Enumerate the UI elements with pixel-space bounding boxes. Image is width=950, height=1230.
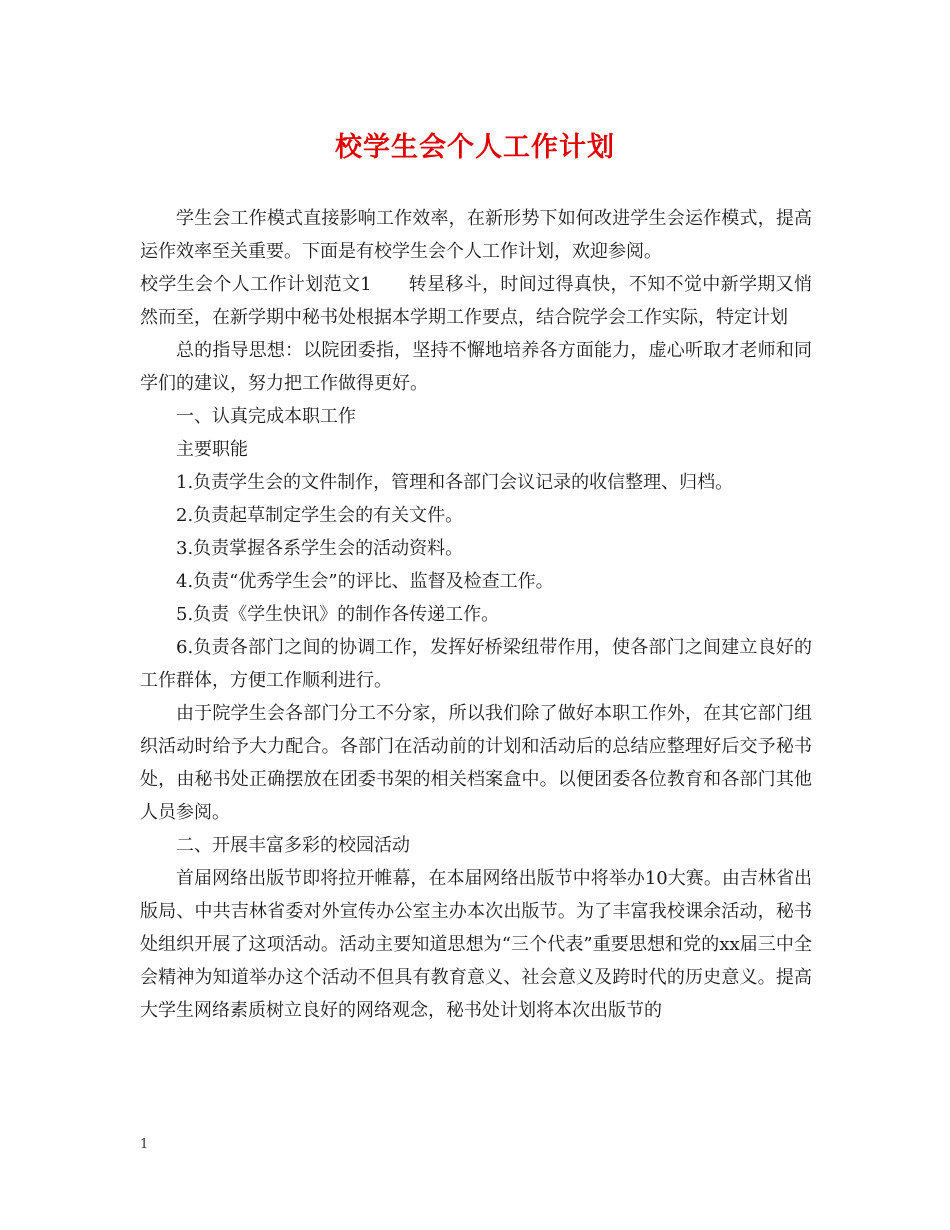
paragraph-publishing-festival: 首届网络出版节即将拉开帷幕，在本届网络出版节中将举办10大赛。由吉林省出版局、中共吉林省委对外宣传办公室主办本次出版节。为了丰富我校课余活动，秘书处组织开展了这项活动。活动主要知道思想为“三个代表”重要思想和党的xx届三中全会精神为知道举办这个活动不但具有教育意义、社会意义及跨时代的历史意义。提高大学生网络素质树立良好的网络观念，秘书处计划将本次出版节的 bbox=[140, 868, 812, 1021]
list-item-duty-4: 4.负责“优秀学生会”的评比、监督及检查工作。 bbox=[176, 571, 554, 592]
list-item-duty-6: 6.负责各部门之间的协调工作，发挥好桥梁纽带作用，使各部门之间建立良好的工作群体，方便工作顺利进行。 bbox=[140, 637, 812, 691]
document-title: 校学生会个人工作计划 bbox=[335, 132, 615, 163]
subheading-main-duties: 主要职能 bbox=[176, 439, 248, 460]
list-item-duty-3: 3.负责掌握各系学生会的活动资料。 bbox=[176, 538, 464, 559]
document-body bbox=[140, 202, 812, 1027]
list-item-duty-2: 2.负责起草制定学生会的有关文件。 bbox=[176, 505, 464, 526]
paragraph-guiding-thought: 总的指导思想：以院团委指，坚持不懈地培养各方面能力，虚心听取才老师和同学们的建议，努力把工作做得更好。 bbox=[140, 340, 812, 394]
section-heading-1: 一、认真完成本职工作 bbox=[176, 406, 356, 427]
list-item-duty-1: 1.负责学生会的文件制作，管理和各部门会议记录的收信整理、归档。 bbox=[176, 472, 734, 493]
section-heading-2: 二、开展丰富多彩的校园活动 bbox=[176, 835, 410, 856]
page-number: 1 bbox=[140, 1137, 149, 1152]
list-item-duty-5: 5.负责《学生快讯》的制作各传递工作。 bbox=[176, 604, 500, 625]
paragraph-sample-heading: 校学生会个人工作计划范文1 转星移斗，时间过得真快，不知不觉中新学期又悄然而至，在新学期中秘书处根据本学期工作要点，结合院学会工作实际，特定计划 bbox=[140, 274, 812, 328]
paragraph-cooperation: 由于院学生会各部门分工不分家，所以我们除了做好本职工作外，在其它部门组织活动时给予大力配合。各部门在活动前的计划和活动后的总结应整理好后交予秘书处，由秘书处正确摆放在团委书架的相关档案盒中。以便团委各位教育和各部门其他人员参阅。 bbox=[140, 703, 812, 823]
paragraph-intro: 学生会工作模式直接影响工作效率，在新形势下如何改进学生会运作模式，提高运作效率至关重要。下面是有校学生会个人工作计划，欢迎参阅。 bbox=[140, 208, 812, 262]
